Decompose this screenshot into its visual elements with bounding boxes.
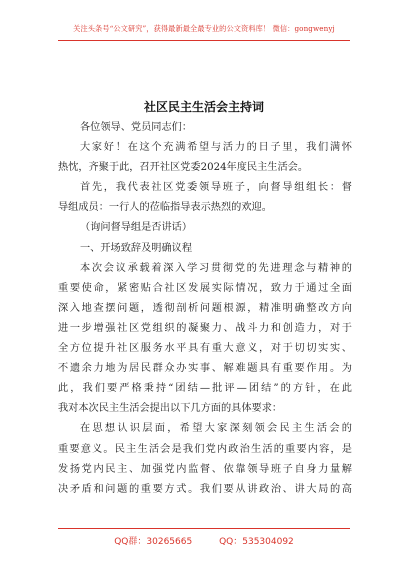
body-line: 各位领导、党员同志们： [80,122,193,133]
body-line: 在思想认识层面，希望大家深刻领会民主生活会的 [80,423,352,435]
body-line: 此，我们要严格秉持“团结—批评—团结”的方针，在此 [58,383,352,395]
body-line: 一、开场致辞及明确议程 [80,242,193,254]
body-line: 深入地查摆问题，透彻剖析问题根源，精准明确整改方向 [58,302,352,314]
body-line: （询问督导组是否讲话） [80,222,193,234]
body-line: 不遗余力地为居民群众办实事、解难题具有重要作用。为 [58,363,352,375]
document-body [58,118,352,500]
body-line: 本次会议承载着深入学习贯彻党的先进理念与精神的 [80,262,352,274]
footer-qq: QQ：535304092 [219,537,294,547]
body-line: 大家好！在这个充满希望与活力的日子里，我们满怀 [80,142,352,154]
body-line: 进一步增强社区党组织的凝聚力、战斗力和创造力，对于 [58,322,352,334]
body-line: 重要意义。民主生活会是我们党内政治生活的重要内容，是 [58,443,352,455]
body-line: 导组成员：一行人的莅临指导表示热烈的欢迎。 [58,202,272,214]
body-line: 决矛盾和问题的重要方式。我们要从讲政治、讲大局的高 [58,483,352,495]
header-divider [58,40,350,41]
body-line: 重要使命，紧密贴合社区发展实际情况，致力于通过全面 [58,282,352,294]
footer [0,534,408,547]
header-banner: 关注头条号“公文研究”，获得最新最全最专业的公文资料库！ 微信：gongwenyj [73,24,335,33]
footer-divider [58,528,350,529]
footer-qq-group: QQ群：30265665 [114,537,193,547]
document-title: 社区民主生活会主持词 [143,100,264,114]
body-line: 首先，我代表社区党委领导班子，向督导组组长：督 [80,182,352,194]
body-line: 发扬党内民主、加强党内监督、依靠领导班子自身力量解 [58,463,352,475]
body-line: 全方位提升社区服务水平具有重大意义，对于切切实实、 [58,343,352,355]
body-line: 热忱，齐聚于此，召开社区党委2024年度民主生活会。 [58,162,309,174]
body-line: 我对本次民主生活会提出以下几方面的具体要求： [58,403,283,415]
